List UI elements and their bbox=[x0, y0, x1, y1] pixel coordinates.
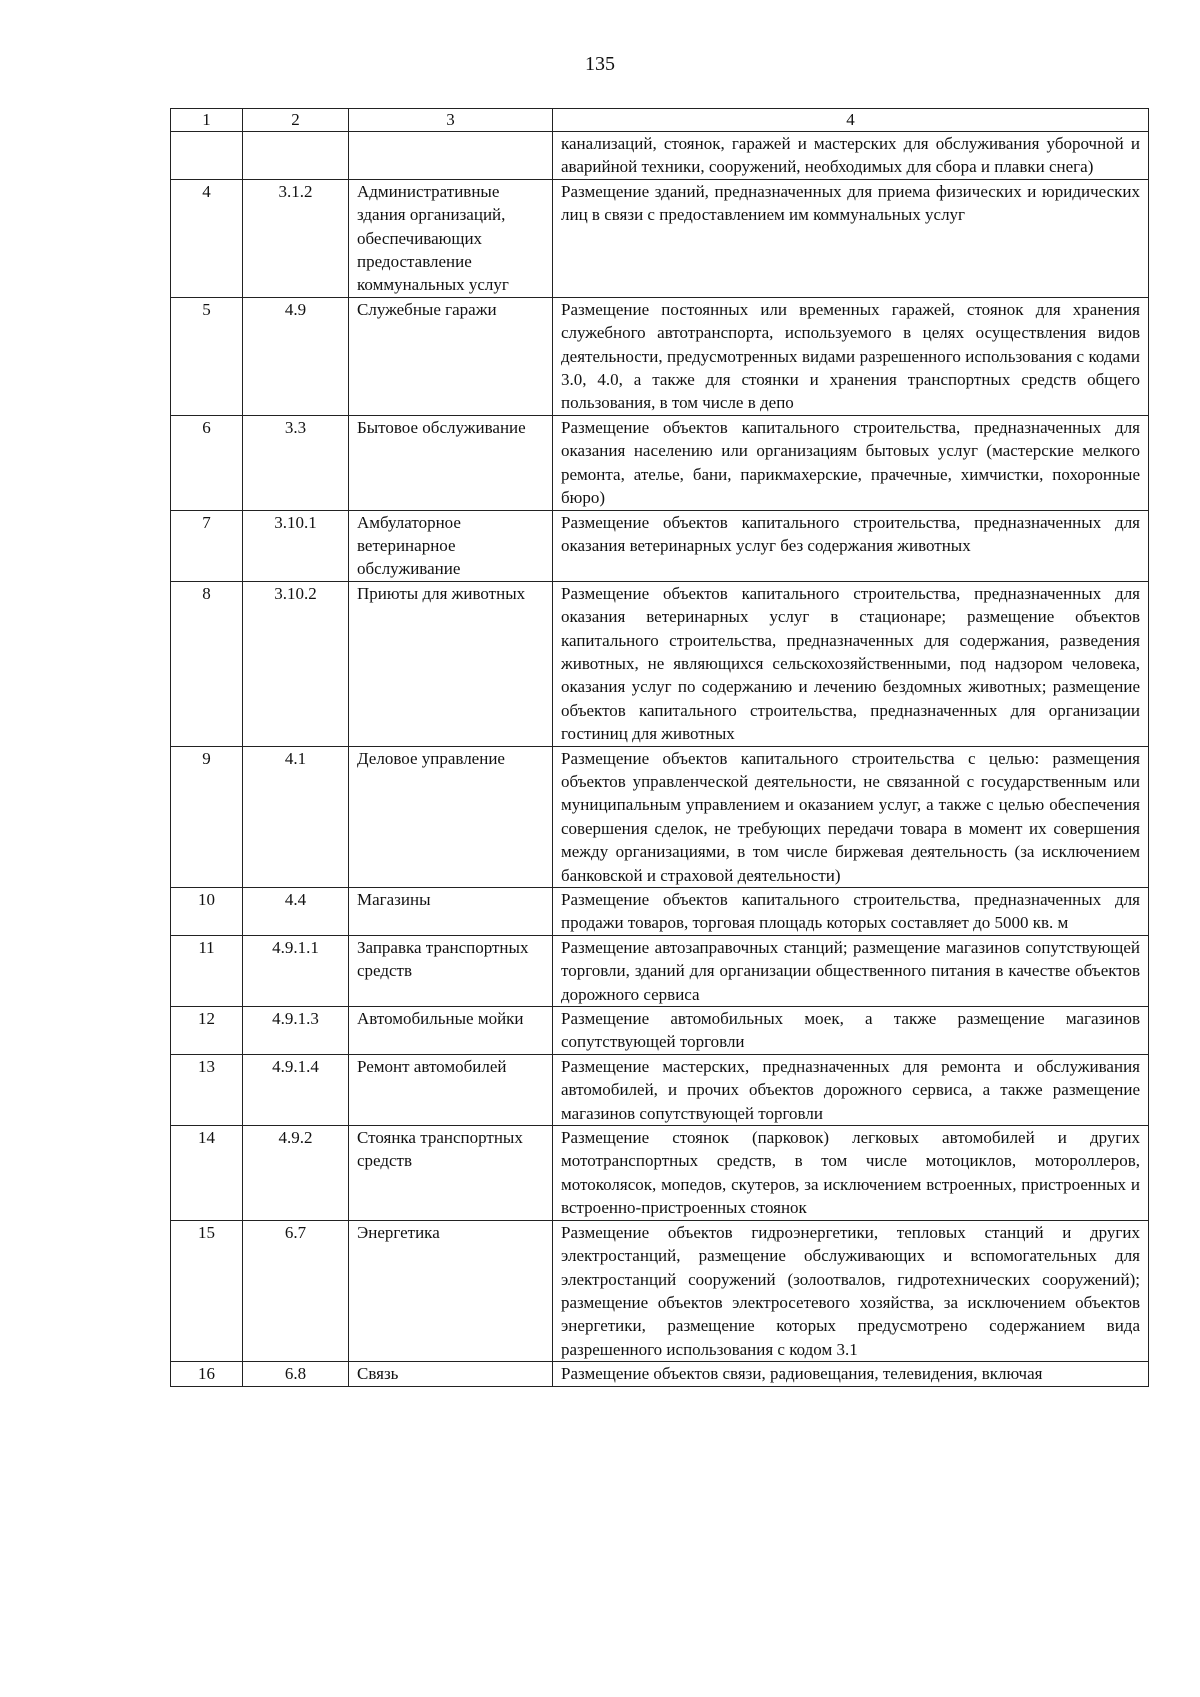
type-name-cell: Стоянка транспортных средств bbox=[349, 1126, 553, 1221]
row-number-cell: 15 bbox=[171, 1220, 243, 1361]
table-body bbox=[171, 109, 1149, 1387]
description-cell: Размещение объектов капитального строительства, предназначенных для оказания населению или организациям бытовых услуг (мастерские мелкого ремонта, ателье, бани, парикмахерские, прачечные, химчистки, похоронные бюро) bbox=[553, 415, 1149, 510]
description-cell: Размещение объектов связи, радиовещания, телевидения, включая bbox=[553, 1362, 1149, 1386]
type-name-cell: Магазины bbox=[349, 888, 553, 936]
type-code-cell: 3.1.2 bbox=[243, 179, 349, 297]
table-row bbox=[171, 179, 1149, 297]
type-code-cell: 3.10.2 bbox=[243, 581, 349, 746]
table-row bbox=[171, 1220, 1149, 1361]
row-number-cell: 8 bbox=[171, 581, 243, 746]
type-name-cell: Амбулаторное ветеринарное обслуживание bbox=[349, 510, 553, 581]
row-number-cell bbox=[171, 132, 243, 180]
type-name-cell: Служебные гаражи bbox=[349, 297, 553, 415]
type-code-cell: 4.9.2 bbox=[243, 1126, 349, 1221]
table-row bbox=[171, 1007, 1149, 1055]
page-number: 135 bbox=[585, 53, 615, 75]
row-number-cell: 9 bbox=[171, 746, 243, 887]
column-header-1: 1 bbox=[171, 109, 243, 132]
row-number-cell: 14 bbox=[171, 1126, 243, 1221]
description-cell: Размещение объектов капитального строительства, предназначенных для оказания ветеринарных услуг в стационаре; размещение объектов капитального строительства, предназначенных для содержания, разведения животных, не являющихся сельскохозяйственными, под надзором человека, оказания услуг по содержанию и лечению бездомных животных; размещение объектов капитального строительства, предназначенных для организации гостиниц для животных bbox=[553, 581, 1149, 746]
type-name-cell bbox=[349, 132, 553, 180]
table-row bbox=[171, 1054, 1149, 1125]
type-code-cell: 3.10.1 bbox=[243, 510, 349, 581]
description-cell: Размещение мастерских, предназначенных для ремонта и обслуживания автомобилей, и прочих объектов дорожного сервиса, а также размещение магазинов сопутствующей торговли bbox=[553, 1054, 1149, 1125]
description-cell: Размещение объектов гидроэнергетики, тепловых станций и других электростанций, размещение обслуживающих и вспомогательных для электростанций сооружений (золоотвалов, гидротехнических сооружений); размещение объектов электросетевого хозяйства, за исключением объектов энергетики, размещение которых предусмотрено содержанием вида разрешенного использования с кодом 3.1 bbox=[553, 1220, 1149, 1361]
row-number-cell: 5 bbox=[171, 297, 243, 415]
column-header-2: 2 bbox=[243, 109, 349, 132]
table-row bbox=[171, 888, 1149, 936]
table-row bbox=[171, 1362, 1149, 1386]
row-number-cell: 11 bbox=[171, 935, 243, 1006]
type-name-cell: Ремонт автомобилей bbox=[349, 1054, 553, 1125]
row-number-cell: 13 bbox=[171, 1054, 243, 1125]
row-number-cell: 7 bbox=[171, 510, 243, 581]
type-name-cell: Приюты для животных bbox=[349, 581, 553, 746]
column-header-3: 3 bbox=[349, 109, 553, 132]
description-cell: Размещение зданий, предназначенных для приема физических и юридических лиц в связи с предоставлением им коммунальных услуг bbox=[553, 179, 1149, 297]
type-code-cell: 4.9 bbox=[243, 297, 349, 415]
table-header-row bbox=[171, 109, 1149, 132]
type-code-cell: 4.1 bbox=[243, 746, 349, 887]
type-code-cell bbox=[243, 132, 349, 180]
type-code-cell: 6.7 bbox=[243, 1220, 349, 1361]
table-row bbox=[171, 132, 1149, 180]
type-code-cell: 4.4 bbox=[243, 888, 349, 936]
type-name-cell: Деловое управление bbox=[349, 746, 553, 887]
type-code-cell: 4.9.1.3 bbox=[243, 1007, 349, 1055]
row-number-cell: 16 bbox=[171, 1362, 243, 1386]
table-row bbox=[171, 746, 1149, 887]
description-cell: Размещение постоянных или временных гаражей, стоянок для хранения служебного автотранспорта, используемого в целях осуществления видов деятельности, предусмотренных видами разрешенного использования с кодами 3.0, 4.0, а также для стоянки и хранения транспортных средств общего пользования, в том числе в депо bbox=[553, 297, 1149, 415]
type-name-cell: Связь bbox=[349, 1362, 553, 1386]
description-cell: Размещение объектов капитального строительства, предназначенных для оказания ветеринарных услуг без содержания животных bbox=[553, 510, 1149, 581]
type-name-cell: Энергетика bbox=[349, 1220, 553, 1361]
table-row bbox=[171, 1126, 1149, 1221]
description-cell: Размещение объектов капитального строительства, предназначенных для продажи товаров, торговая площадь которых составляет до 5000 кв. м bbox=[553, 888, 1149, 936]
table-row bbox=[171, 581, 1149, 746]
type-name-cell: Заправка транспортных средств bbox=[349, 935, 553, 1006]
type-code-cell: 4.9.1.4 bbox=[243, 1054, 349, 1125]
type-name-cell: Автомобильные мойки bbox=[349, 1007, 553, 1055]
column-header-4: 4 bbox=[553, 109, 1149, 132]
type-code-cell: 4.9.1.1 bbox=[243, 935, 349, 1006]
table-row bbox=[171, 415, 1149, 510]
row-number-cell: 4 bbox=[171, 179, 243, 297]
type-name-cell: Бытовое обслуживание bbox=[349, 415, 553, 510]
type-name-cell: Административные здания организаций, обеспечивающих предоставление коммунальных услуг bbox=[349, 179, 553, 297]
description-cell: Размещение автомобильных моек, а также размещение магазинов сопутствующей торговли bbox=[553, 1007, 1149, 1055]
description-cell: Размещение объектов капитального строительства с целью: размещения объектов управленческой деятельности, не связанной с государственным или муниципальным управлением и оказанием услуг, а также с целью обеспечения совершения сделок, не требующих передачи товара в момент их совершения между организациями, в том числе биржевая деятельность (за исключением банковской и страховой деятельности) bbox=[553, 746, 1149, 887]
row-number-cell: 12 bbox=[171, 1007, 243, 1055]
description-cell: канализаций, стоянок, гаражей и мастерских для обслуживания уборочной и аварийной техники, сооружений, необходимых для сбора и плавки снега) bbox=[553, 132, 1149, 180]
description-cell: Размещение стоянок (парковок) легковых автомобилей и других мототранспортных средств, в том числе мотоциклов, мотороллеров, мотоколясок, мопедов, скутеров, за исключением встроенных, пристроенных и встроенно-пристроенных стоянок bbox=[553, 1126, 1149, 1221]
table-row bbox=[171, 935, 1149, 1006]
row-number-cell: 6 bbox=[171, 415, 243, 510]
type-code-cell: 3.3 bbox=[243, 415, 349, 510]
table-row bbox=[171, 297, 1149, 415]
land-use-table bbox=[170, 108, 1149, 1387]
description-cell: Размещение автозаправочных станций; размещение магазинов сопутствующей торговли, зданий для организации общественного питания в качестве объектов дорожного сервиса bbox=[553, 935, 1149, 1006]
type-code-cell: 6.8 bbox=[243, 1362, 349, 1386]
row-number-cell: 10 bbox=[171, 888, 243, 936]
table-row bbox=[171, 510, 1149, 581]
